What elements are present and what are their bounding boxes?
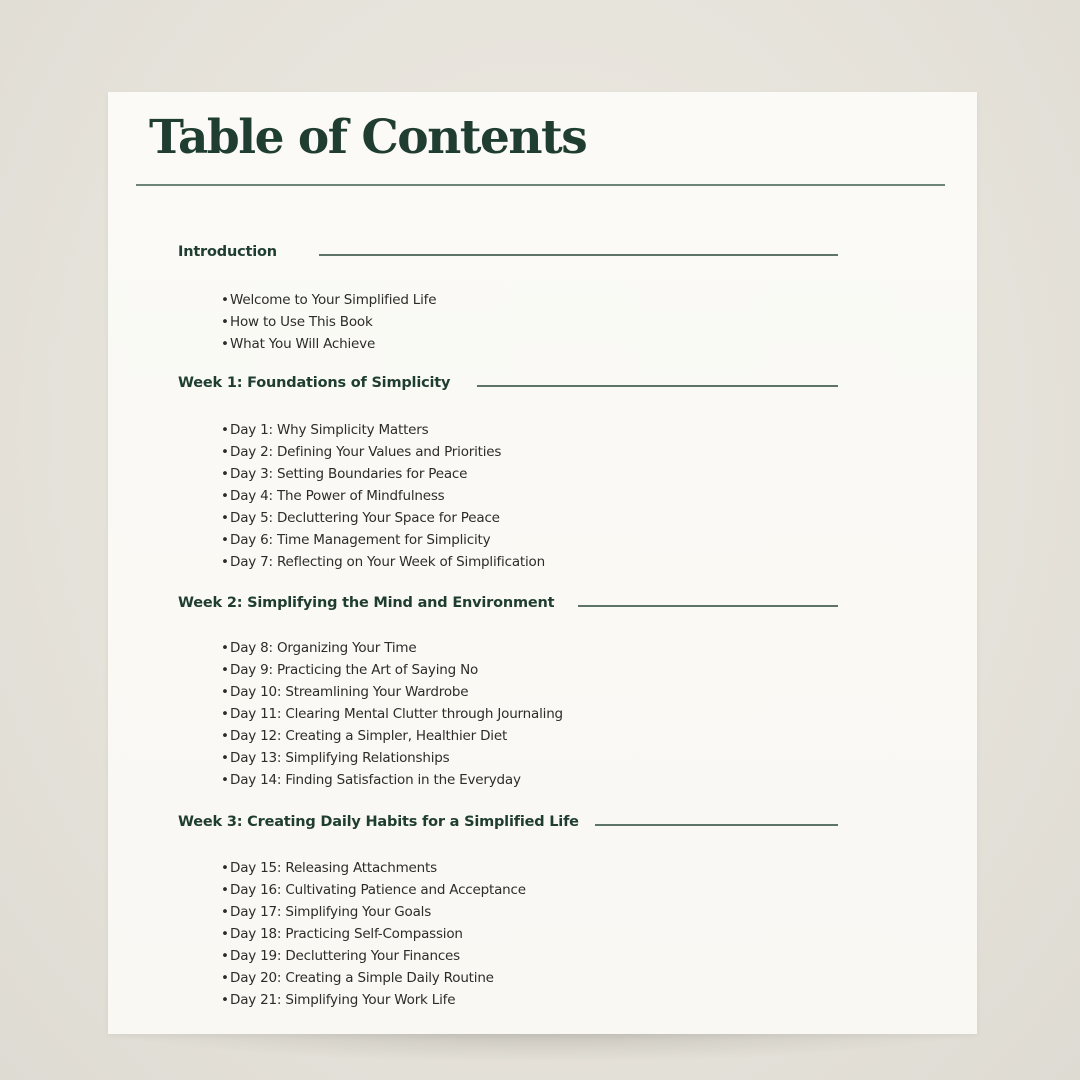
bullet-icon: • <box>221 860 229 876</box>
section-title: Week 2: Simplifying the Mind and Environment <box>178 595 555 611</box>
title-divider <box>136 184 945 186</box>
page-title: Table of Contents <box>149 110 587 165</box>
section-item-list <box>221 419 545 573</box>
section-header <box>178 375 838 395</box>
toc-entry[interactable] <box>221 945 526 967</box>
toc-entry[interactable] <box>221 747 563 769</box>
toc-entry[interactable] <box>221 659 563 681</box>
bullet-icon: • <box>221 926 229 942</box>
toc-entry[interactable] <box>221 463 545 485</box>
toc-entry-label: Day 6: Time Management for Simplicity <box>230 532 491 548</box>
toc-section-week-3 <box>178 814 838 1008</box>
bullet-icon: • <box>221 992 229 1008</box>
toc-entry[interactable] <box>221 681 563 703</box>
section-divider <box>319 254 838 256</box>
bullet-icon: • <box>221 444 229 460</box>
section-item-list <box>221 857 526 1011</box>
toc-entry[interactable] <box>221 529 545 551</box>
toc-entry[interactable] <box>221 703 563 725</box>
toc-entry-label: Day 19: Decluttering Your Finances <box>230 948 460 964</box>
bullet-icon: • <box>221 466 229 482</box>
section-header <box>178 595 838 615</box>
toc-entry-label: Day 18: Practicing Self-Compassion <box>230 926 463 942</box>
bullet-icon: • <box>221 662 229 678</box>
bullet-icon: • <box>221 684 229 700</box>
toc-entry-label: Day 7: Reflecting on Your Week of Simplification <box>230 554 545 570</box>
toc-entry-label: Day 16: Cultivating Patience and Acceptance <box>230 882 526 898</box>
bullet-icon: • <box>221 532 229 548</box>
toc-entry[interactable] <box>221 879 526 901</box>
bullet-icon: • <box>221 292 229 308</box>
toc-entry-label: Day 1: Why Simplicity Matters <box>230 422 429 438</box>
bullet-icon: • <box>221 948 229 964</box>
bullet-icon: • <box>221 314 229 330</box>
toc-entry-label: Day 2: Defining Your Values and Priorities <box>230 444 502 460</box>
toc-entry-label: Day 9: Practicing the Art of Saying No <box>230 662 479 678</box>
bullet-icon: • <box>221 336 229 352</box>
bullet-icon: • <box>221 706 229 722</box>
toc-entry[interactable] <box>221 289 436 311</box>
toc-entry[interactable] <box>221 725 563 747</box>
toc-entry[interactable] <box>221 311 436 333</box>
bullet-icon: • <box>221 750 229 766</box>
toc-entry-label: Day 10: Streamlining Your Wardrobe <box>230 684 469 700</box>
bullet-icon: • <box>221 772 229 788</box>
toc-entry-label: Day 17: Simplifying Your Goals <box>230 904 432 920</box>
toc-entry[interactable] <box>221 857 526 879</box>
bullet-icon: • <box>221 510 229 526</box>
bullet-icon: • <box>221 554 229 570</box>
toc-entry[interactable] <box>221 901 526 923</box>
bullet-icon: • <box>221 904 229 920</box>
toc-entry-label: Day 15: Releasing Attachments <box>230 860 437 876</box>
toc-entry[interactable] <box>221 769 563 791</box>
toc-entry[interactable] <box>221 989 526 1011</box>
bullet-icon: • <box>221 488 229 504</box>
section-item-list <box>221 289 436 355</box>
document-page <box>108 92 977 1034</box>
bullet-icon: • <box>221 640 229 656</box>
section-header <box>178 814 838 834</box>
toc-entry-label: What You Will Achieve <box>230 336 376 352</box>
section-divider <box>477 385 838 387</box>
toc-entry-label: Day 21: Simplifying Your Work Life <box>230 992 456 1008</box>
bullet-icon: • <box>221 422 229 438</box>
toc-entry[interactable] <box>221 507 545 529</box>
toc-entry-label: Day 3: Setting Boundaries for Peace <box>230 466 468 482</box>
toc-entry[interactable] <box>221 441 545 463</box>
toc-section-week-2 <box>178 595 838 788</box>
section-divider <box>578 605 838 607</box>
toc-section-introduction <box>178 244 838 352</box>
bullet-icon: • <box>221 882 229 898</box>
section-divider <box>595 824 838 826</box>
toc-entry-label: Day 20: Creating a Simple Daily Routine <box>230 970 494 986</box>
section-title: Introduction <box>178 244 277 260</box>
toc-entry-label: Day 4: The Power of Mindfulness <box>230 488 445 504</box>
section-title: Week 1: Foundations of Simplicity <box>178 375 451 391</box>
toc-entry[interactable] <box>221 967 526 989</box>
toc-entry-label: Day 12: Creating a Simpler, Healthier Diet <box>230 728 508 744</box>
section-header <box>178 244 838 264</box>
toc-entry-label: Day 5: Decluttering Your Space for Peace <box>230 510 500 526</box>
toc-section-week-1 <box>178 375 838 570</box>
toc-entry[interactable] <box>221 551 545 573</box>
toc-entry-label: Day 11: Clearing Mental Clutter through Journaling <box>230 706 563 722</box>
toc-entry[interactable] <box>221 923 526 945</box>
toc-entry[interactable] <box>221 419 545 441</box>
toc-entry-label: Welcome to Your Simplified Life <box>230 292 437 308</box>
toc-entry[interactable] <box>221 333 436 355</box>
bullet-icon: • <box>221 970 229 986</box>
section-title: Week 3: Creating Daily Habits for a Simplified Life <box>178 814 579 830</box>
toc-entry-label: Day 8: Organizing Your Time <box>230 640 417 656</box>
toc-entry-label: Day 14: Finding Satisfaction in the Everyday <box>230 772 521 788</box>
bullet-icon: • <box>221 728 229 744</box>
toc-entry-label: How to Use This Book <box>230 314 373 330</box>
toc-entry-label: Day 13: Simplifying Relationships <box>230 750 450 766</box>
toc-entry[interactable] <box>221 637 563 659</box>
toc-entry[interactable] <box>221 485 545 507</box>
section-item-list <box>221 637 563 791</box>
